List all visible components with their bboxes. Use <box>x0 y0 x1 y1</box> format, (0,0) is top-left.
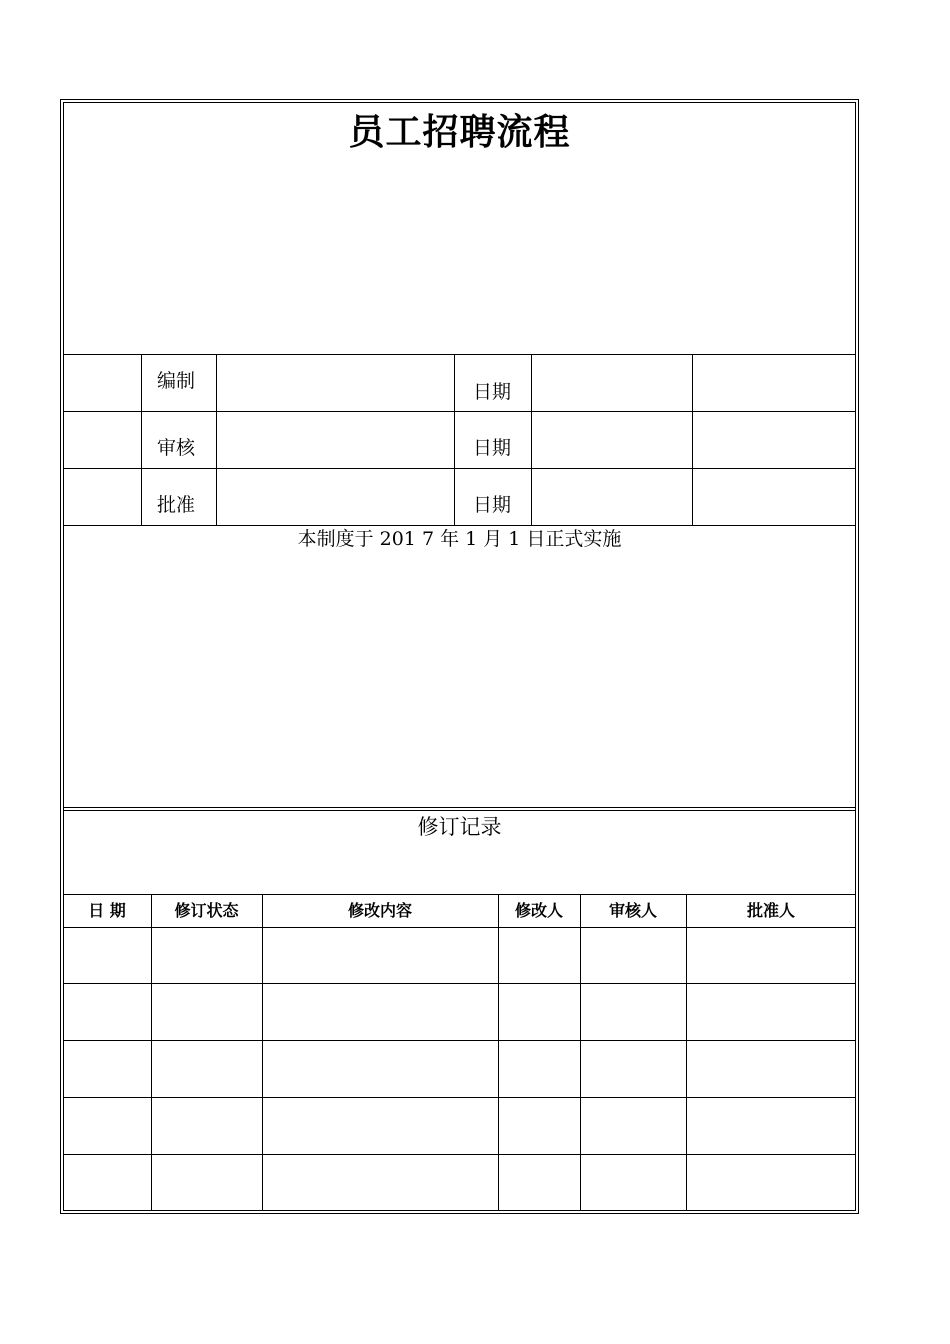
approval-row-line <box>63 468 856 469</box>
approval-date-label: 日期 <box>473 381 512 403</box>
approval-col-line <box>141 354 142 525</box>
approval-role-review: 审核 <box>157 437 196 459</box>
revision-col-line <box>151 894 152 1211</box>
revision-row-line <box>63 1097 856 1098</box>
approval-role-approve: 批准 <box>157 494 196 516</box>
revision-header-approver: 批准人 <box>746 901 795 920</box>
revision-row-line <box>63 1040 856 1041</box>
approval-top-line <box>63 354 856 355</box>
revision-row-line <box>63 983 856 984</box>
approval-date-label: 日期 <box>473 437 512 459</box>
approval-col-line <box>216 354 217 525</box>
revision-col-line <box>686 894 687 1211</box>
revision-row-line <box>63 1154 856 1155</box>
implementation-note: 本制度于 201 7 年 1 月 1 日正式实施 <box>297 528 622 550</box>
approval-col-line <box>531 354 532 525</box>
revision-header-bottom-line <box>63 927 856 928</box>
revision-header-top-line <box>63 894 856 895</box>
revision-header-content: 修改内容 <box>347 901 412 920</box>
revision-divider-line <box>63 807 856 808</box>
revision-col-line <box>580 894 581 1211</box>
approval-date-label: 日期 <box>473 494 512 516</box>
approval-role-compile: 编制 <box>157 370 196 392</box>
document-title: 员工招聘流程 <box>348 111 571 153</box>
approval-col-line <box>454 354 455 525</box>
document-inner-border <box>63 102 856 1211</box>
approval-col-line <box>692 354 693 525</box>
revision-header-reviewer: 审核人 <box>608 901 657 920</box>
revision-header-status: 修订状态 <box>174 901 239 920</box>
revision-title: 修订记录 <box>417 815 502 839</box>
revision-col-line <box>262 894 263 1211</box>
revision-header-modifier: 修改人 <box>514 901 563 920</box>
revision-col-line <box>498 894 499 1211</box>
approval-row-line <box>63 411 856 412</box>
revision-header-date: 日 期 <box>88 901 126 920</box>
